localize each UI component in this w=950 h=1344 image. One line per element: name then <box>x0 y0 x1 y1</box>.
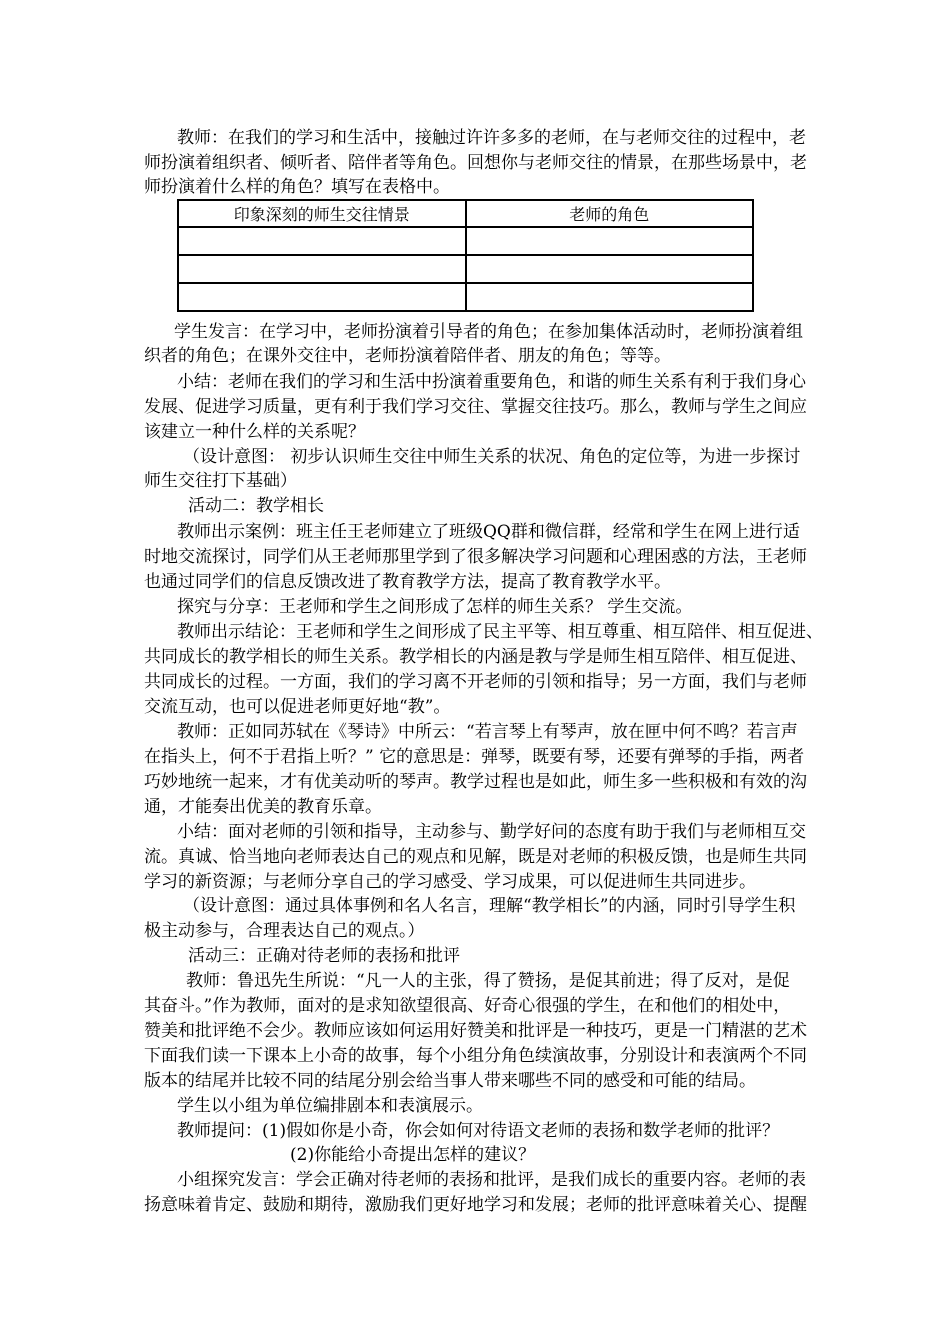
paragraph-line: 赞美和批评绝不会少。教师应该如何运用好赞美和批评是一种技巧，更是一门精湛的艺术 <box>144 1021 807 1041</box>
intro-line: 教师：在我们的学习和生活中，接触过许许多多的老师，在与老师交往的过程中，老 <box>177 128 806 148</box>
intro-line: 师扮演着组织者、倾听者、陪伴者等角色。回想你与老师交往的情景，在那些场景中，老 <box>144 153 807 173</box>
paragraph-line: 织者的角色；在课外交往中，老师扮演着陪伴者、朋友的角色；等等。 <box>144 346 671 366</box>
paragraph-line: 学生以小组为单位编排剧本和表演展示。 <box>177 1096 483 1116</box>
paragraph-line: 下面我们读一下课本上小奇的故事，每个小组分角色续演故事，分别设计和表演两个不同 <box>144 1046 807 1066</box>
paragraph-line: 探究与分享：王老师和学生之间形成了怎样的师生关系？ 学生交流。 <box>177 597 693 617</box>
table-cell <box>466 255 754 283</box>
paragraph-line: 教师：鲁迅先生所说：“凡一人的主张，得了赞扬，是促其前进；得了反对，是促 <box>186 971 790 991</box>
intro-line: 师扮演着什么样的角色？填写在表格中。 <box>144 177 450 197</box>
table-cell <box>178 227 466 255</box>
paragraph-line: 共同成长的过程。一方面，我们的学习离不开老师的引领和指导；另一方面，我们与老师 <box>144 672 807 692</box>
table-header-cell: 老师的角色 <box>466 200 754 227</box>
table-cell <box>178 283 466 311</box>
teacher-role-table <box>177 199 754 312</box>
paragraph-line: 教师：正如同苏轼在《琴诗》中所云：“若言琴上有琴声，放在匣中何不鸣？若言声 <box>177 722 798 742</box>
table-cell <box>466 283 754 311</box>
paragraph-line: (2)你能给小奇提出怎样的建议？ <box>290 1145 536 1165</box>
design-intent-line: （设计意图： 初步认识师生交往中师生关系的状况、角色的定位等，为进一步探讨 <box>183 447 801 467</box>
table-cell <box>466 227 754 255</box>
table-row <box>178 255 753 283</box>
paragraph-line: 交流互动，也可以促进老师更好地“教”。 <box>144 697 451 717</box>
paragraph-line: 通，才能奏出优美的教育乐章。 <box>144 797 382 817</box>
activity-heading: 活动三：正确对待老师的表扬和批评 <box>188 946 460 966</box>
paragraph-line: 教师出示案例：班主任王老师建立了班级QQ群和微信群，经常和学生在网上进行适 <box>177 522 800 542</box>
paragraph-line: 小结：面对老师的引领和指导，主动参与、勤学好问的态度有助于我们与老师相互交 <box>177 822 806 842</box>
table-row <box>178 283 753 311</box>
paragraph-line: 该建立一种什么样的关系呢？ <box>144 422 365 442</box>
activity-heading: 活动二：教学相长 <box>188 496 324 516</box>
table-row <box>178 227 753 255</box>
paragraph-line: 发展、促进学习质量，更有利于我们学习交往、掌握交往技巧。那么，教师与学生之间应 <box>144 397 807 417</box>
paragraph-line: 小结：老师在我们的学习和生活中扮演着重要角色，和谐的师生关系有利于我们身心 <box>177 372 806 392</box>
paragraph-line: 时地交流探讨，同学们从王老师那里学到了很多解决学习问题和心理困惑的方法，王老师 <box>144 547 807 567</box>
paragraph-line: 教师提问：(1)假如你是小奇，你会如何对待语文老师的表扬和数学老师的批评？ <box>177 1121 780 1141</box>
design-intent-line: 师生交往打下基础） <box>144 471 297 491</box>
paragraph-line: 在指头上，何不于君指上听？” 它的意思是：弹琴，既要有琴，还要有弹琴的手指，两者 <box>144 747 805 767</box>
table-header-row <box>178 200 753 227</box>
design-intent-line: 极主动参与，合理表达自己的观点。） <box>144 921 425 941</box>
paragraph-line: 学生发言：在学习中，老师扮演着引导者的角色；在参加集体活动时，老师扮演着组 <box>174 322 803 342</box>
paragraph-line: 扬意味着肯定、鼓励和期待，激励我们更好地学习和发展；老师的批评意味着关心、提醒 <box>144 1195 807 1215</box>
paragraph-line: 巧妙地统一起来，才有优美动听的琴声。教学过程也是如此，师生多一些积极和有效的沟 <box>144 772 807 792</box>
paragraph-line: 其奋斗。”作为教师，面对的是求知欲望很高、好奇心很强的学生，在和他们的相处中， <box>144 996 791 1016</box>
paragraph-line: 教师出示结论：王老师和学生之间形成了民主平等、相互尊重、相互陪伴、相互促进、 <box>177 622 823 642</box>
paragraph-line: 版本的结尾并比较不同的结尾分别会给当事人带来哪些不同的感受和可能的结局。 <box>144 1071 756 1091</box>
table-header-cell: 印象深刻的师生交往情景 <box>178 200 466 227</box>
paragraph-line: 也通过同学们的信息反馈改进了教育教学方法，提高了教育教学水平。 <box>144 572 671 592</box>
paragraph-line: 学习的新资源；与老师分享自己的学习感受、学习成果，可以促进师生共同进步。 <box>144 872 756 892</box>
paragraph-line: 共同成长的教学相长的师生关系。教学相长的内涵是教与学是师生相互陪伴、相互促进、 <box>144 647 807 667</box>
paragraph-line: 流。真诚、恰当地向老师表达自己的观点和见解，既是对老师的积极反馈，也是师生共同 <box>144 847 807 867</box>
paragraph-line: 小组探究发言：学会正确对待老师的表扬和批评，是我们成长的重要内容。老师的表 <box>177 1170 806 1190</box>
table-cell <box>178 255 466 283</box>
design-intent-line: （设计意图：通过具体事例和名人名言，理解“教学相长”的内涵，同时引导学生积 <box>183 896 796 916</box>
